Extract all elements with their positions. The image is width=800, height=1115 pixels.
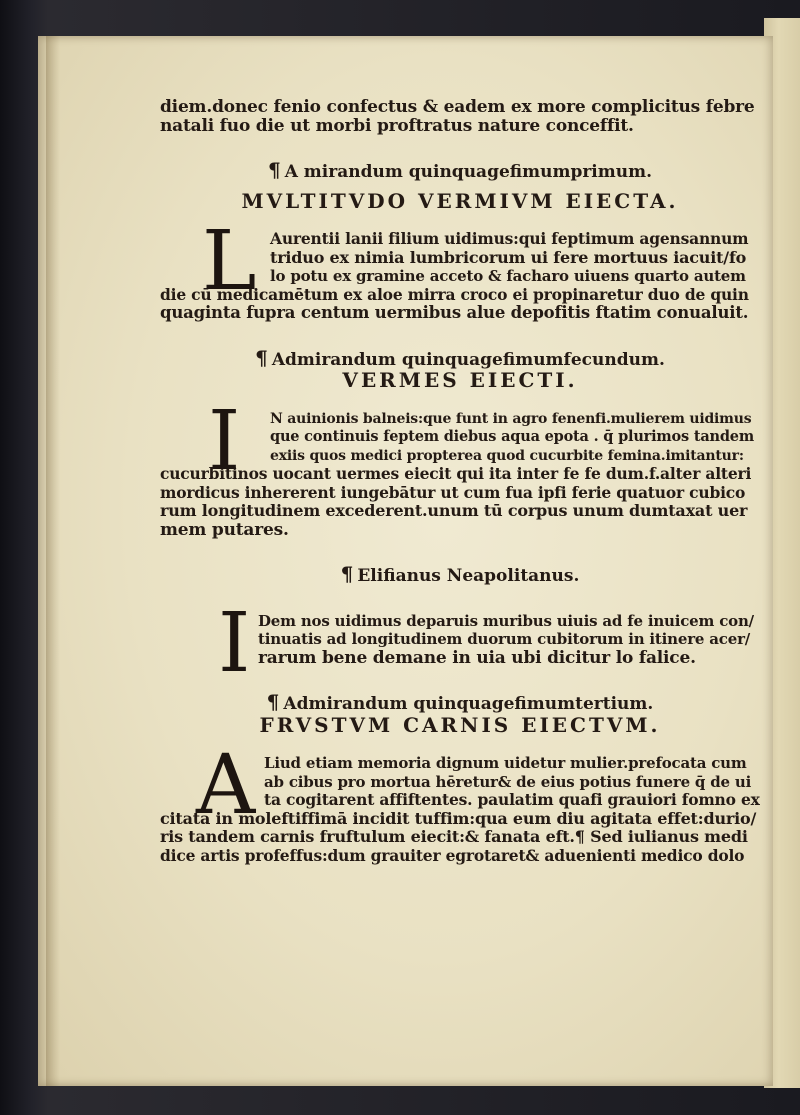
text-line: Liud etiam memoria dignum uidetur mulier.prefocata cum	[264, 754, 747, 772]
text-line: tinuatis ad longitudinem duorum cubitorum in itinere acer/	[258, 630, 751, 648]
text-line: lo potu ex gramine acceto & facharo uiuens quarto autem	[270, 267, 746, 285]
text-line: diem.donec fenio confectus & eadem ex more complicitus febre	[160, 97, 755, 117]
heading-text: Admirandum quinquagefimumfecundum.	[271, 349, 665, 370]
drop-cap: L	[202, 214, 257, 309]
text-line: rum longitudinem excederent.unum tū corpus unum dumtaxat uer	[160, 501, 748, 520]
section-caps-title: VERMES EIECTI.	[342, 368, 578, 392]
text-line: die cū medicamētum ex aloe mirra croco ei propinaretur duo de quin	[160, 284, 749, 304]
section-heading	[160, 158, 760, 182]
section-heading	[160, 345, 760, 370]
text-line: citata in moleftiffimā incidit tuffim:qua eum diu agitata effet:durio/	[160, 808, 757, 828]
text-line: natali fuo die ut morbi proftratus nature conceffit.	[160, 115, 634, 136]
text-line: Aurentii lanii filium uidimus:qui feptimum agensannum	[270, 229, 749, 248]
paragraph	[160, 214, 760, 323]
text-line: que continuis feptem diebus aqua epota . q̄ plurimos tandem	[270, 428, 754, 445]
section-caps-title: MVLTITVDO VERMIVM EIECTA.	[241, 188, 679, 213]
page-text	[160, 98, 760, 865]
heading-text: Elifianus Neapolitanus.	[357, 566, 580, 586]
heading-text: Admirandum quinquagefimumtertium.	[283, 694, 654, 714]
text-line: rarum bene demane in uia ubi dicitur lo falice.	[258, 647, 696, 668]
section-heading	[160, 562, 760, 586]
paragraph	[160, 738, 760, 865]
text-line: ta cogitarent affiftentes. paulatim quafi grauiori fomno ex	[264, 790, 760, 809]
pilcrow-icon: ¶	[255, 345, 268, 370]
text-line: mem putares.	[160, 519, 289, 540]
drop-cap: A	[196, 738, 256, 833]
text-line: exiis quos medici propterea quod cucurbite femina.imitantur:	[270, 447, 744, 464]
text-line: quaginta fupra centum uermibus alue depofitis ftatim conualuit.	[160, 303, 749, 322]
paragraph	[160, 595, 760, 691]
drop-cap: I	[208, 393, 241, 489]
drop-cap: I	[218, 595, 251, 691]
heading-text: A mirandum quinquagefimumprimum.	[284, 162, 653, 182]
section-heading	[160, 690, 760, 714]
text-line: Dem nos uidimus deparuis muribus uiuis ad fe inuicem con/	[258, 611, 754, 630]
text-line: triduo ex nimia lumbricorum ui fere mortuus iacuit/fo	[270, 247, 747, 267]
text-line: ris tandem carnis fruftulum eiecit:& fanata eft.¶ Sed iulianus medi	[160, 827, 748, 846]
pilcrow-icon: ¶	[266, 690, 280, 714]
text-line: mordicus inhererent iungebātur ut cum fua ipfi ferie quatuor cubico	[160, 482, 746, 502]
text-line: N auinionis balneis:que funt in agro fenenfi.mulierem uidimus	[270, 410, 752, 427]
text-line: ab cibus pro mortua hēretur& de eius potius funere q̄ de ui	[264, 772, 752, 791]
pilcrow-icon: ¶	[267, 158, 281, 182]
text-line: dice artis profeffus:dum grauiter egrotaret& aduenienti medico dolo	[160, 845, 745, 865]
pilcrow-icon: ¶	[340, 562, 354, 586]
text-line: cucurbitinos uocant uermes eiecit qui ita inter fe fe dum.f.alter alteri	[160, 464, 752, 483]
paragraph	[160, 393, 760, 540]
section-caps-title: FRVSTVM CARNIS EIECTVM.	[259, 712, 661, 737]
